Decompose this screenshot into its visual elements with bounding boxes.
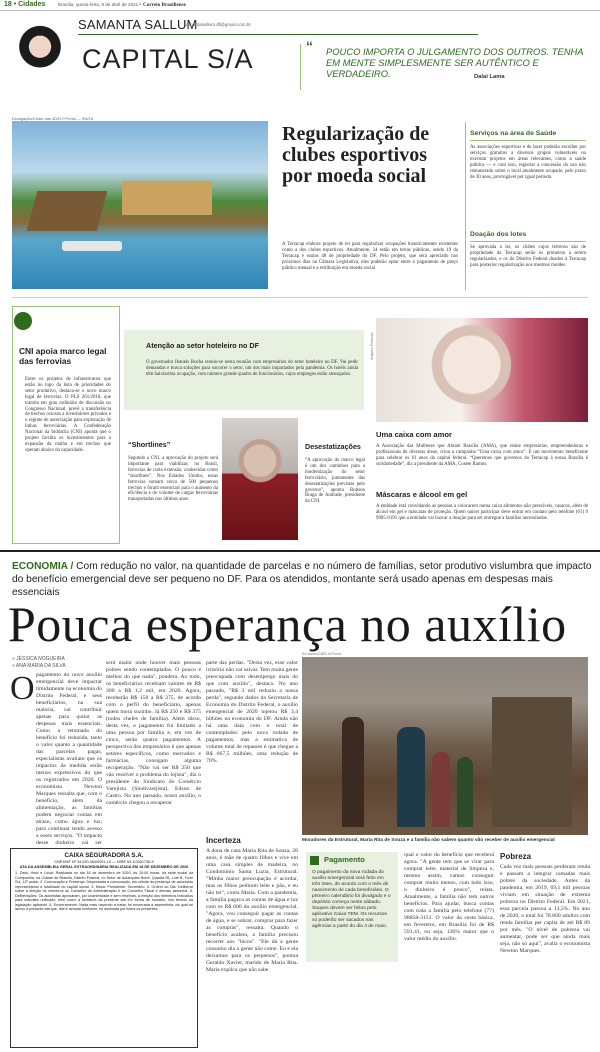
column-title: CAPITAL S/A: [82, 44, 254, 74]
caixa-title: Uma caixa com amor: [376, 430, 452, 439]
economia-deck-text: Com redução no valor, na quantidade de parcelas e no número de famílias, setor produtivo vislumbra que impacto do benefício emergencial deve ser pequeno no DF. Para os atendidos, montante será usado apenas em despesas mais essenciais: [12, 561, 592, 598]
wall-shape: [492, 697, 572, 827]
mascaras-title: Máscaras e álcool em gel: [376, 490, 468, 499]
newspaper-name: Correio Braziliense: [143, 1, 186, 8]
section-divider: [12, 297, 588, 298]
cni-title: CNI apoia marco legal das ferrovias: [19, 346, 107, 366]
economia-deck: [12, 560, 592, 599]
legal-subtitle: ATA DA ASSEMBLEIA GERAL EXTRAORDINÁRIA REALIZADA EM 18 DE DEZEMBRO DE 2020: [19, 865, 189, 869]
main-headline: Regularização de clubes esportivos por moeda social: [282, 123, 430, 187]
legal-company: CAIXA SEGURADORA S.A.: [64, 852, 144, 859]
desestatizacoes-body: “A aprovação do marco legal é um dos caminhos para a modernização do setor ferroviário, juntamente das desestatizações previstas pelo governo”, aponta Robson Braga de Andrade, presidente da CNI.: [305, 458, 365, 505]
economia-col1: pagamento do novo auxílio emergencial deve impactar timidamente na economia do Distrito Federal, e seus beneficiários, na sua maioria, vai contribuir apenas para quitar as despesas mais essenciais. Como a retomada do benefício foi reduzida, tanto o valor quanto a quantidade das parcelas pagas, especialistas avaliam que os impactos da medida serão menos expressivos do que os registrados em 2020. O economista Newton Marques ressalta que, com o benefício, além da alimentação, as famílias podem negociar contas em atraso, como água e luz, para continuar tendo acesso a esses serviços. "O impacto desse dinheiro vai ser: [36, 672, 102, 846]
incerteza-body: A dona de casa Maria Rita de Souza, 28 anos, é mãe de quatro filhos e vive em uma casa simples de madeira, no Condomínio Santa Luzia, Estrutural. "Minha maior preocupação é acordar, mas os filhos pedirem leite e pão, e eu não ter", conta Maria. Com a pandemia, a família pagava as contas de água e luz com os R$ 600 do auxílio emergencial. "Agora, vou conseguir pagar as contas de água, e se sobrar, comprar para fazer as compras", ressalta. Quando o benefício acabou, a família precisou recorrer aos "bicos". "Ele dá a gente consumo dia a gente não come. Eu e ela deixamos para os pequenos", pontua Geraldo Xavier, marido de Maria Rita. Maria explica que não sabe: [206, 848, 298, 973]
cni-box: [12, 306, 120, 544]
cni-body: Entre os projetos de infraestrutura que estão no topo da lista de prioridades do setor produtivo, destaca-se o novo marco legal de ferrovias. O PLS 261/2018, que tramita em grau ordinário de discussão no Congresso Nacional, prevê a transferência de trechos ociosos a investidores privados e o regime de autorização para exploração de linhas ferroviárias. A Confederação Nacional da Indústria (CNI) aponta que o projeto facilita os investimentos para a expansão da malha e em trechos que operam abaixo da capacidade.: [25, 377, 111, 453]
saude-rule: [470, 140, 586, 141]
column-quote: POUCO IMPORTA O JULGAMENTO DOS OUTROS. TENHA EM MENTE SIMPLESMENTE SER AUTÊNTICO E VERDADEIRO.: [326, 46, 584, 79]
slide-shape: [62, 241, 122, 251]
family-photo-credit: Ed Alves/CB/D.A Press: [302, 652, 342, 656]
sidebar-divider: [465, 122, 466, 290]
caixa-photo-credit: Arquivo Pessoal: [370, 332, 374, 360]
byline-2: » ANA MARIA DA SILVA: [12, 663, 66, 669]
pagamento-marker-icon: [310, 856, 319, 865]
quote-author: Dalai Lama: [474, 74, 505, 80]
robson-photo: [222, 418, 298, 540]
pagamento-title: Pagamento: [324, 855, 365, 864]
family-caption: Moradores da Estrutural, Maria Rita de Souza e a família não sabem quanto vão receber de auxílio emergencial: [302, 838, 555, 843]
drop-cap: O: [10, 670, 35, 707]
saude-title: Serviços na área de Saúde: [470, 130, 557, 137]
building-shape: [27, 191, 108, 231]
legal-body: 1. Data, Hora e Local: Realizada no dia 18 de dezembro de 2020, às 10:00 horas, na sede social da Companhia, na Cidade de Brasília, Distrito Federal, no Setor de Autarquias Norte, Quadra 05, Lote B, Torre Sul, 12º andar. 2. Convocação e Presença: Dispensada a convocação, em virtude da presença de acionistas representando a totalidade do capital social. 3. Mesa: Presidente; Secretário. 4. Ordem do Dia: Deliberar sobre a eleição de membros do Conselho de Administração e do Conselho Fiscal e demais assuntos. 5. Deliberações: Os acionistas aprovaram, por unanimidade e sem reservas, a eleição dos membros indicados para mandato unificado, bem como a lavratura da presente ata em forma de sumário, nos termos da legislação aplicável. 6. Encerramento: Nada mais havendo a tratar, foi encerrada a assembleia, da qual se lavrou a presente ata que, lida e achada conforme, foi assinada por todos os presentes.: [15, 871, 193, 911]
economia-col5: qual o valor do benefício que receberá agora. "A gente tem que se virar para comprar leite, material de limpeza e, mesmo assim, vamos conseguir comprar muito menos, com tudo isso, o dinheiro é pouco", relata. Atualmente, a família não tem outros benefícios. Para ajudar, busca contas com toda a família pelo telefone (77) 98858-3151. O valor da cesta básica, em fevereiro, em Brasília foi de R$ 591,41, ou seja, 136% maior que o valor médio do auxílio.: [404, 852, 494, 942]
economia-col3: parte das perdas. "Desta vez, esse valor irrisório não vai salvar. Tem muita gente preocupada com desemprego mais do que com auxílio", destaca. No ano passado, "R$ 3 mil reduziu a nossa perda", segundo dados da Secretaria de Economia do Distrito Federal, o auxílio emergencial de 2020 injetou R$ 3,4 bilhões na economia do DF. Ainda não há uma data com o total de contemplados pelo nova rodada de pagamentos, mas a estimativa de volume total de repasses é que chegue a R$ 667,5 milhões, uma redução de 70%.: [206, 660, 298, 764]
columnist-photo: [12, 14, 68, 100]
legal-cnpj: CNPJ/MF Nº 34.020.354/0001-10 — NIRE 53.3.0001736-5: [54, 860, 154, 864]
page-header-bar: [0, 0, 600, 11]
mascaras-body: A entidade está convidando as pessoas a colocarem numa caixa alimentos não perecíveis, casacos, além de álcool em gel e máscaras de proteção. Quem quiser participar deve entrar em contato pelo telefone (61) 9 9905-9191 que a entidade vai buscar a doação para ser entregue a famílias necessitadas.: [376, 504, 588, 521]
pobreza-body: Cada vez mais pessoas perderam renda e passam a integrar camadas mais pobres da sociedade. Antes da pandemia, em 2019, 69,1 mil pessoas viviam em situação de extrema pobreza no Distrito Federal. Em 2021, essa parcela passou a 13,5%. No ano de 2020, o total foi 78.800 adultos com renda familiar per capita de até R$ 89 por mês. "O nível de pobreza vai aumentar, pode ser que ainda mais seja, não só aqui", avalia o economista Newton Marques.: [500, 864, 590, 954]
incerteza-title: Incerteza: [206, 836, 241, 845]
economia-col2: será maior onde houver mais pessoas pobres sendo contempladas. O pouco é melhor do que nada", pondera. Ao todo, os beneficiários recebiam valores de R$ 300 a R$ 1,2 mil, em 2020. Agora, receberão R$ 150 a R$ 375, de acordo com o perfil do beneficiário, apenas quem mora sozinho. Já R$ 250 e R$ 375 (todos chefes de família). Além disso, desta vez, o pagamento foi limitado a uma pessoa por família e, em vez de cinco, serão quatro pagamentos. A perspectiva dos empresários é que apenas setores específicos, como mercados e farmácias, consigam alguma recuperação. "Não vai ser R$ 250 que vão resolver o problema do lojista", diz o presidente do Sindicato do Comércio Varejista (Sindivarejista), Edson de Castro. No ano passado, nosso auxílio, o comércio chegou a recuperar: [106, 660, 201, 806]
pagamento-body: O pagamento da nova rodada do auxílio emergencial será feito em três lotes, de acordo com o mês de nascimento de cada beneficiário. O primeiro calendário foi divulgado e o depósito começa neste sábado. Saques devem ser feitos pelo aplicativo Caixa TEM. Os recursos só poderão ser sacados nas agências a partir do dia 4 de maio.: [312, 870, 391, 929]
section-label: 18 • Cidades: [4, 1, 46, 8]
doacao-body: Se aprovada a lei, os clubes cujos terrenos são de propriedade da Terracap serão os primeiros a serem regularizados, e os do Distrito Federal doados à Terracap para posterior regularização nos mesmos moldes.: [470, 245, 586, 268]
header-rule: [78, 34, 478, 35]
family-photo: [302, 657, 588, 835]
main-body: A Terracap elabora projeto de lei para regularizar ocupações historicamente existentes como a dos clubes esportivos. Atualmente, 34 estão em terras públicas, sendo 19 da Terracap e outras 48 de propriedade do DF. Pelo projeto, que será apreciado nos próximos dias na Câmara Legislativa, eles poderão optar entre o pagamento de preço público mensal e a retribuição em moeda social: [282, 242, 458, 271]
cni-marker-icon: [14, 312, 32, 330]
pobreza-title: Pobreza: [500, 852, 532, 861]
byline-1: » JÉSSICA NOGUEIRA: [12, 656, 65, 662]
pagamento-box: [306, 852, 398, 962]
economia-headline: Pouca esperança no auxílio: [8, 596, 567, 652]
person-shape: [397, 727, 425, 827]
economia-kicker: ECONOMIA /: [12, 561, 74, 572]
cosete-photo: [376, 318, 588, 422]
person-shape: [342, 717, 364, 827]
legal-notice-box: [10, 848, 198, 1048]
person-shape: [457, 757, 473, 827]
hotel-title: Atenção ao setor hoteleiro no DF: [146, 341, 260, 350]
desestatizacoes-title: Desestatizações: [305, 442, 361, 451]
clube-photo: [12, 121, 268, 289]
person-shape: [432, 752, 450, 827]
quote-divider: [300, 44, 301, 90]
main-photo-credit: Divulgação/Clube das 3D/D.P.Press — 9/8/16: [12, 116, 94, 121]
roof-shape: [122, 181, 212, 215]
saude-body: As associações esportivas e de lazer poderão escolher por serviços gratuitos a diversos grupos vulneráveis ou executar projetos em áreas relevantes, como a saúde pública — e com isso, registrar a concessão do uso não remunerado sobre o local atualmente ocupado, pelo prazo de 30 anos, prorrogável por igual período.: [470, 145, 586, 180]
hotel-body: O governador Ibaneis Rocha reuniu-se nesta reunião com empresários do setor hoteleiro no DF. Vai pedir demandas e busca soluções para socorrer o setor, um dos mais impactados pela pandemia. Os hotéis ainda têm baixíssima ocupação, com número grande quadro de funcionários, cujos empregos estão ameaçados.: [146, 360, 358, 377]
shortlines-body: Segundo a CNI, a aprovação do projeto será importante para viabilizar, no Brasil, ferrovias de curta extensão, conhecidas como “shortlines”. Nos Estados Unidos, essas ferrovias somam cerca de 500 pequenos trechos e foram essenciais para o aumento da eficiência e do volume de cargas ferroviárias transportadas nos últimos anos.: [128, 456, 218, 503]
thick-divider: [0, 550, 600, 552]
doacao-title: Doação dos lotes: [470, 231, 527, 238]
shortlines-title: “Shortlines”: [128, 440, 171, 449]
quote-open-icon: “: [306, 38, 313, 54]
doacao-rule: [470, 241, 586, 242]
columnist-email: samantasallum.df@gmail.com.br: [184, 22, 251, 27]
columnist-name: SAMANTA SALLUM: [78, 17, 198, 32]
date-line: Brasília, quinta-feira, 8 de abril de 2021 •: [58, 2, 142, 7]
caixa-body: A Associação das Mulheres que Amam Brasília (AMA), que reúne empresárias, empreendedoras e profissionais de diversas áreas, criou a campanha “Uma caixa com amor”. É um movimento beneficente para celebrar os 61 anos da capital federal. “Queremos que governos da Terracap à nossa Brasília é solidariedade”, diz a presidente da AMA, Cosete Ramos.: [376, 444, 588, 467]
